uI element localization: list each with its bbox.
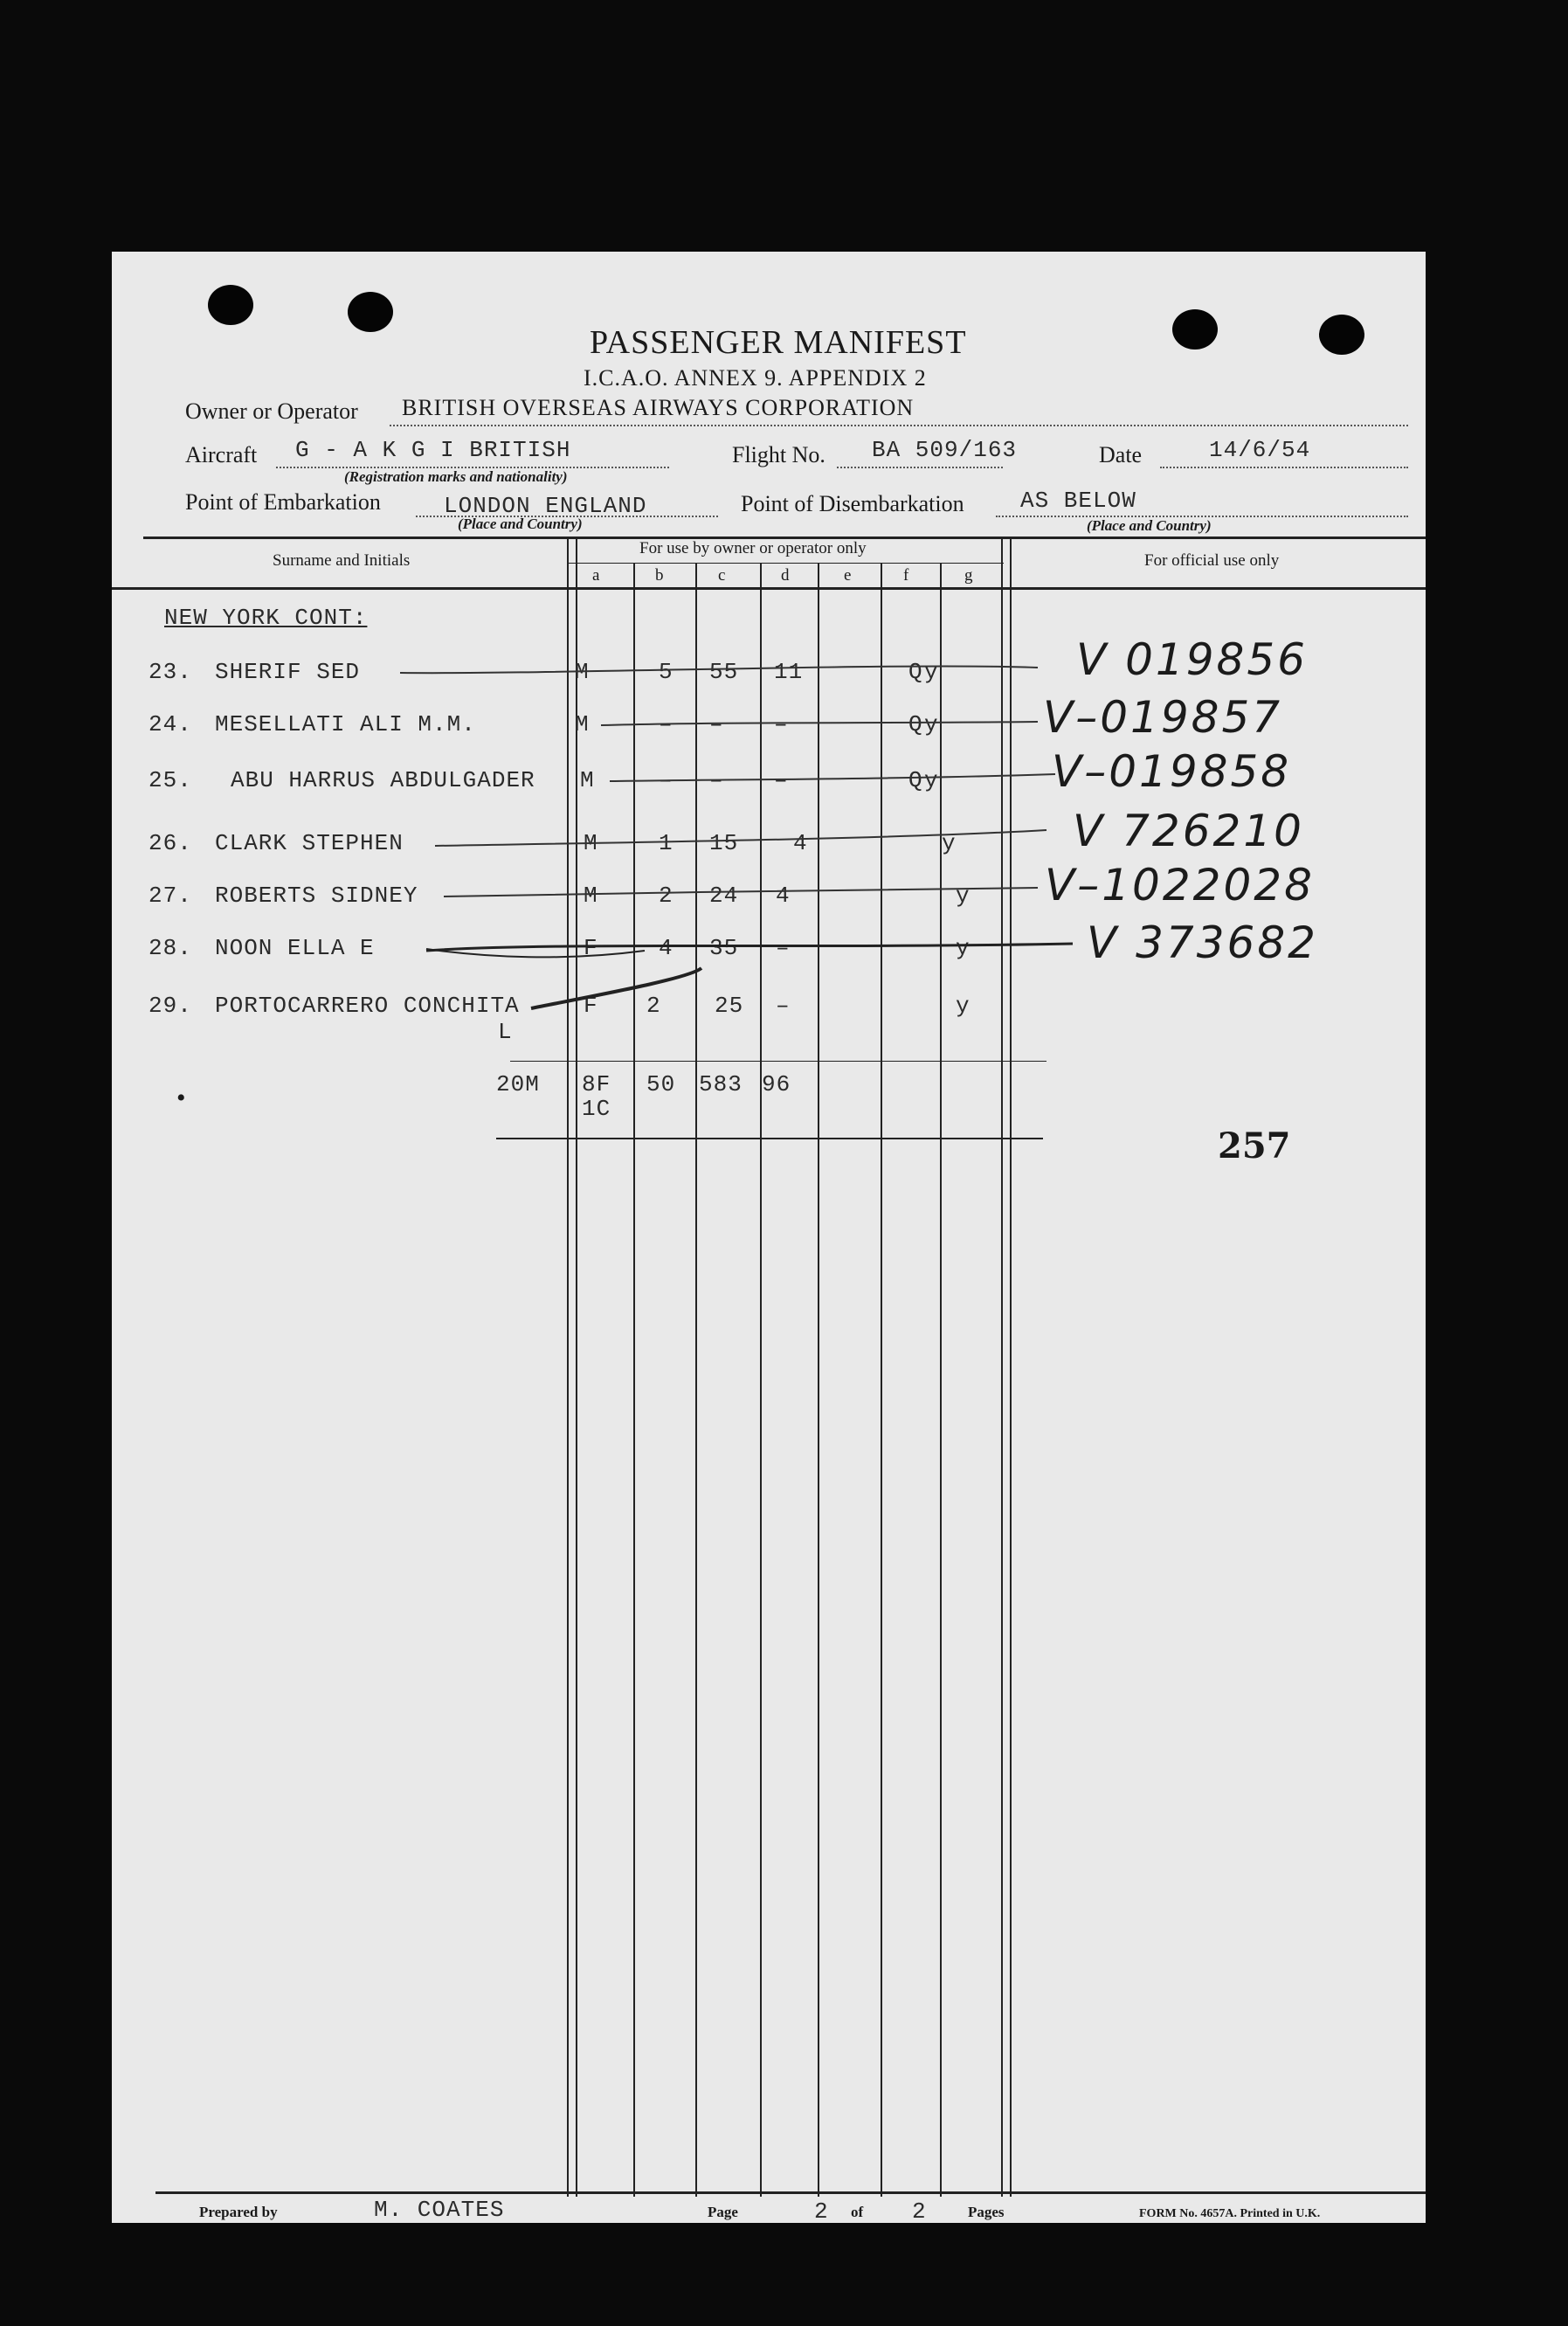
passenger-name: ABU HARRUS ABDULGADER <box>231 767 535 793</box>
total-a-children: 1C <box>582 1096 611 1122</box>
official-number: V 726210 <box>1073 806 1304 856</box>
cell-g: y <box>956 935 971 961</box>
cell-a: M <box>584 830 598 856</box>
row-number: 24. <box>149 711 192 737</box>
official-number: V–019858 <box>1052 746 1292 797</box>
flight-value: BA 509/163 <box>872 437 1018 463</box>
total-c: 583 <box>699 1071 743 1097</box>
cell-d: – <box>776 935 791 961</box>
cell-b: 4 <box>659 935 673 961</box>
cell-c: 35 <box>709 935 739 961</box>
cell-b: – <box>659 767 673 793</box>
cell-g: y <box>924 767 939 793</box>
page-stamp: 257 <box>1218 1125 1291 1166</box>
page-subtitle: I.C.A.O. ANNEX 9. APPENDIX 2 <box>584 365 927 391</box>
total-m: 20M <box>496 1071 540 1097</box>
cell-f: Q <box>908 659 923 685</box>
passenger-name: PORTOCARRERO CONCHITA <box>215 993 520 1019</box>
cell-c: – <box>709 767 724 793</box>
of-label: of <box>851 2204 864 2220</box>
cell-g: y <box>956 883 971 909</box>
sub-col-a: a <box>592 566 600 585</box>
cell-d: 4 <box>776 883 791 909</box>
date-value: 14/6/54 <box>1209 437 1311 463</box>
official-number: V 019856 <box>1076 634 1308 685</box>
col-official-header: For official use only <box>1144 551 1280 570</box>
page-title: PASSENGER MANIFEST <box>590 324 967 361</box>
cell-d: 4 <box>793 830 808 856</box>
cell-b: 2 <box>646 993 661 1019</box>
official-number: V–1022028 <box>1045 860 1315 910</box>
row-number: 25. <box>149 767 192 793</box>
cell-a: M <box>575 659 590 685</box>
col-owner-use-header: For use by owner or operator only <box>639 539 867 557</box>
col-surname-header: Surname and Initials <box>273 551 411 570</box>
embark-value: LONDON ENGLAND <box>444 493 647 519</box>
passenger-name: CLARK STEPHEN <box>215 830 404 856</box>
cell-f: Q <box>908 767 923 793</box>
cell-a: M <box>580 767 595 793</box>
cell-b: – <box>659 711 673 737</box>
cell-a: M <box>584 883 598 909</box>
cell-a: F <box>584 935 598 961</box>
sub-col-c: c <box>718 566 726 585</box>
cell-c: 25 <box>715 993 744 1019</box>
sub-col-e: e <box>844 566 852 585</box>
cell-d: – <box>774 711 789 737</box>
embark-note: (Place and Country) <box>458 516 583 532</box>
flight-label: Flight No. <box>732 442 825 467</box>
cell-c: 15 <box>709 830 739 856</box>
page-label: Page <box>708 2204 738 2220</box>
passenger-name-line2: L <box>498 1019 513 1045</box>
row-number: 28. <box>149 935 192 961</box>
sub-col-d: d <box>781 566 790 585</box>
disembark-label: Point of Disembarkation <box>741 491 964 516</box>
prepared-value: M. COATES <box>374 2197 505 2223</box>
cell-g: y <box>924 711 939 737</box>
cell-c: – <box>709 711 724 737</box>
cell-b: 5 <box>659 659 673 685</box>
cell-d: – <box>776 993 791 1019</box>
passenger-name: NOON ELLA E <box>215 935 375 961</box>
aircraft-label: Aircraft <box>185 442 258 467</box>
cell-c: 55 <box>709 659 739 685</box>
cell-g: y <box>956 993 971 1019</box>
disembark-value: AS BELOW <box>1020 488 1136 514</box>
official-number: V 373682 <box>1087 917 1318 968</box>
manifest-page <box>112 252 1426 2223</box>
cell-f: Q <box>908 711 923 737</box>
cell-d: 11 <box>774 659 804 685</box>
pages-label: Pages <box>968 2204 1005 2220</box>
official-number: V–019857 <box>1043 692 1283 743</box>
total-d: 96 <box>762 1071 791 1097</box>
cell-d: – <box>774 767 789 793</box>
section-heading: NEW YORK CONT: <box>164 605 368 631</box>
passenger-name: MESELLATI ALI M.M. <box>215 711 476 737</box>
row-number: 27. <box>149 883 192 909</box>
passenger-name: ROBERTS SIDNEY <box>215 883 418 909</box>
date-label: Date <box>1099 442 1143 467</box>
disembark-note: (Place and Country) <box>1087 517 1212 534</box>
stray-dot: • <box>176 1083 186 1112</box>
total-a: 8F <box>582 1071 611 1097</box>
cell-a: M <box>575 711 590 737</box>
total-b: 50 <box>646 1071 676 1097</box>
owner-value: BRITISH OVERSEAS AIRWAYS CORPORATION <box>402 395 915 420</box>
sub-col-f: f <box>903 566 909 585</box>
page-value: 2 <box>814 2198 829 2225</box>
cell-g: y <box>924 659 939 685</box>
of-value: 2 <box>912 2198 927 2225</box>
form-number: FORM No. 4657A. Printed in U.K. <box>1139 2207 1321 2220</box>
cell-b: 2 <box>659 883 673 909</box>
owner-label: Owner or Operator <box>185 398 358 424</box>
cell-a: F <box>584 993 598 1019</box>
row-number: 23. <box>149 659 192 685</box>
row-number: 29. <box>149 993 192 1019</box>
row-number: 26. <box>149 830 192 856</box>
passenger-name: SHERIF SED <box>215 659 361 685</box>
strike-lines <box>112 252 1426 1125</box>
sub-col-b: b <box>655 566 664 585</box>
cell-b: 1 <box>659 830 673 856</box>
aircraft-value: G - A K G I BRITISH <box>295 437 571 463</box>
sub-col-g: g <box>964 566 973 585</box>
cell-g: y <box>942 830 957 856</box>
prepared-label: Prepared by <box>199 2204 278 2220</box>
cell-c: 24 <box>709 883 739 909</box>
embark-label: Point of Embarkation <box>185 489 381 515</box>
aircraft-note: (Registration marks and nationality) <box>344 468 568 485</box>
